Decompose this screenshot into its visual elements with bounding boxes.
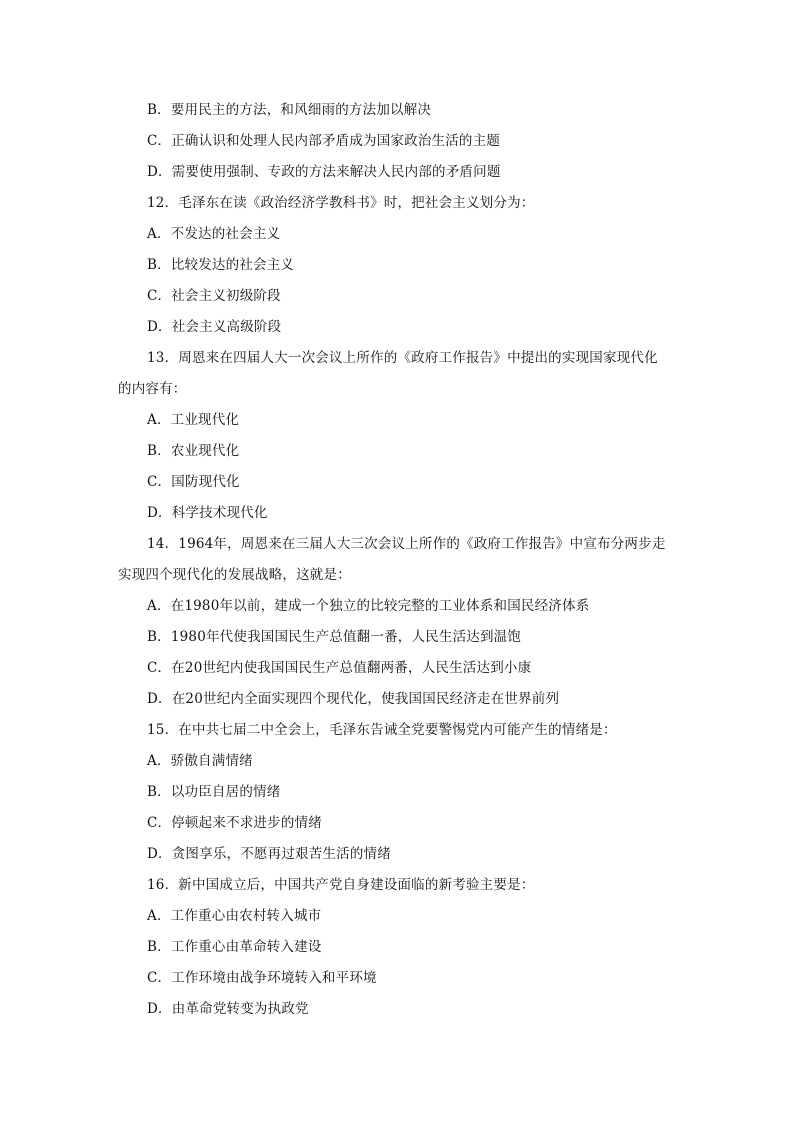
option-line: D．在20世纪内全面实现四个现代化，使我国国民经济走在世界前列 [147,691,560,707]
option-line: D．科学技术现代化 [147,505,268,521]
option-line: C．停顿起来不求进步的情绪 [147,815,322,831]
question-14-cont: 实现四个现代化的发展战略，这就是： [118,567,351,583]
option-line: D．社会主义高级阶段 [147,319,282,335]
option-line: C．工作环境由战争环境转入和平环境 [147,970,377,986]
question-16: 16．新中国成立后，中国共产党自身建设面临的新考验主要是： [147,877,535,893]
question-14: 14．1964年，周恩来在三届人大三次会议上所作的《政府工作报告》中宣布分两步走 [147,536,666,552]
option-line: A．不发达的社会主义 [147,226,281,242]
option-line: A．骄傲自满情绪 [147,753,253,769]
option-line: A．工作重心由农村转入城市 [147,908,322,924]
option-line: B．要用民主的方法，和风细雨的方法加以解决 [147,102,432,118]
option-line: C．正确认识和处理人民内部矛盾成为国家政治生活的主题 [147,133,501,149]
option-line: B．农业现代化 [147,443,240,459]
option-line: C．国防现代化 [147,474,240,490]
option-line: C．社会主义初级阶段 [147,288,281,304]
option-line: D．需要使用强制、专政的方法来解决人民内部的矛盾问题 [147,164,501,180]
question-13-cont: 的内容有： [118,381,187,397]
question-15: 15．在中共七届二中全会上，毛泽东告诫全党要警惕党内可能产生的情绪是： [147,722,617,738]
option-line: D．由革命党转变为执政党 [147,1001,309,1017]
option-line: C．在20世纪内使我国国民生产总值翻两番，人民生活达到小康 [147,660,532,676]
option-line: B．工作重心由革命转入建设 [147,939,322,955]
option-line: A．工业现代化 [147,412,240,428]
question-12: 12．毛泽东在读《政治经济学教科书》时，把社会主义划分为： [147,195,535,211]
option-line: B．以功臣自居的情绪 [147,784,281,800]
option-line: A．在1980年以前，建成一个独立的比较完整的工业体系和国民经济体系 [147,598,590,614]
option-line: B．比较发达的社会主义 [147,257,295,273]
option-line: B．1980年代使我国国民生产总值翻一番，人民生活达到温饱 [147,629,522,645]
question-13: 13．周恩来在四届人大一次会议上所作的《政府工作报告》中提出的实现国家现代化 [147,350,658,366]
option-line: D．贪图享乐，不愿再过艰苦生活的情绪 [147,846,391,862]
